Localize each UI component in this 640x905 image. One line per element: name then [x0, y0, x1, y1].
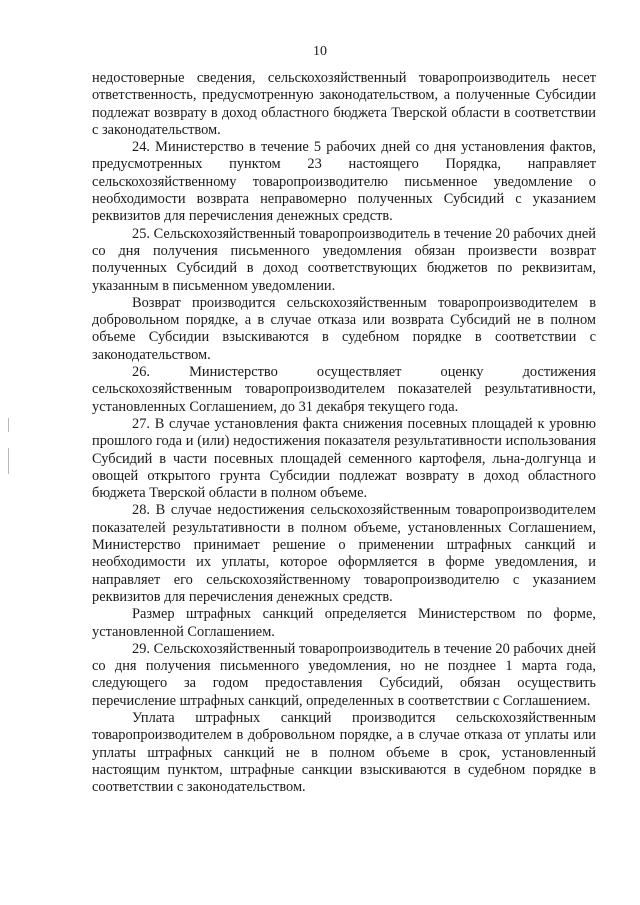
- paragraph-item-28: 28. В случае недостижения сельскохозяйственным товаропроизводителем показателей результативности в полном объеме, установленных Соглашением, Министерство принимает решение о применении штрафных санкций и необходимости их уплаты, которое оформляется в форме уведомления, и направляет его сельскохозяйственному товаропроизводителю с указанием реквизитов для перечисления денежных средств.: [92, 502, 596, 605]
- paragraph-item-29: 29. Сельскохозяйственный товаропроизводитель в течение 20 рабочих дней со дня получения письменного уведомления, но не позднее 1 марта года, следующего за годом предоставления Субсидий, обязан осуществить перечисление штрафных санкций, определенных в соответствии с Соглашением.: [92, 640, 596, 709]
- paragraph-penalty-payment: Уплата штрафных санкций производится сельскохозяйственным товаропроизводителем в добровольном порядке, а в случае отказа от уплаты или уплаты штрафных санкций не в полном объеме в срок, установленный настоящим пунктом, штрафные санкции взыскиваются в судебном порядке в соответствии с законодательством.: [92, 709, 596, 796]
- paragraph-refund-procedure: Возврат производится сельскохозяйственным товаропроизводителем в добровольном порядке, а в случае отказа или возврата Субсидий не в полном объеме Субсидии взыскиваются в судебном порядке в соответствии с законодательством.: [92, 294, 596, 363]
- paragraph-item-25: 25. Сельскохозяйственный товаропроизводитель в течение 20 рабочих дней со дня получения письменного уведомления обязан произвести возврат полученных Субсидий в доход соответствующих бюджетов по реквизитам, указанным в письменном уведомлении.: [92, 225, 596, 294]
- paragraph-penalty-amount: Размер штрафных санкций определяется Министерством по форме, установленной Соглашением.: [92, 606, 596, 640]
- paragraph-item-26: 26. Министерство осуществляет оценку достижения сельскохозяйственным товаропроизводителем показателей результативности, установленных Соглашением, до 31 декабря текущего года.: [92, 364, 596, 415]
- scan-margin-mark: [8, 418, 9, 432]
- paragraph-item-24: 24. Министерство в течение 5 рабочих дней со дня установления фактов, предусмотренных пунктом 23 настоящего Порядка, направляет сельскохозяйственному товаропроизводителю письменное уведомление о необходимости возврата неправомерно полученных Субсидий с указанием реквизитов для перечисления денежных средств.: [92, 139, 596, 225]
- page-number: 10: [313, 44, 327, 59]
- paragraph-continuation: недостоверные сведения, сельскохозяйственный товаропроизводитель несет ответственность, предусмотренную законодательством, а полученные Субсидии подлежат возврату в доход областного бюджета Тверской области в соответствии с законодательством.: [92, 70, 596, 138]
- paragraph-item-27: 27. В случае установления факта снижения посевных площадей к уровню прошлого года и (или) недостижения показателя результативности использования Субсидий в части посевных площадей семенного картофеля, льна-долгунца и овощей открытого грунта Субсидии подлежат возврату в доход областного бюджета Тверской области в полном объеме.: [92, 415, 596, 502]
- document-body: [92, 70, 596, 796]
- scan-margin-mark: [8, 448, 9, 474]
